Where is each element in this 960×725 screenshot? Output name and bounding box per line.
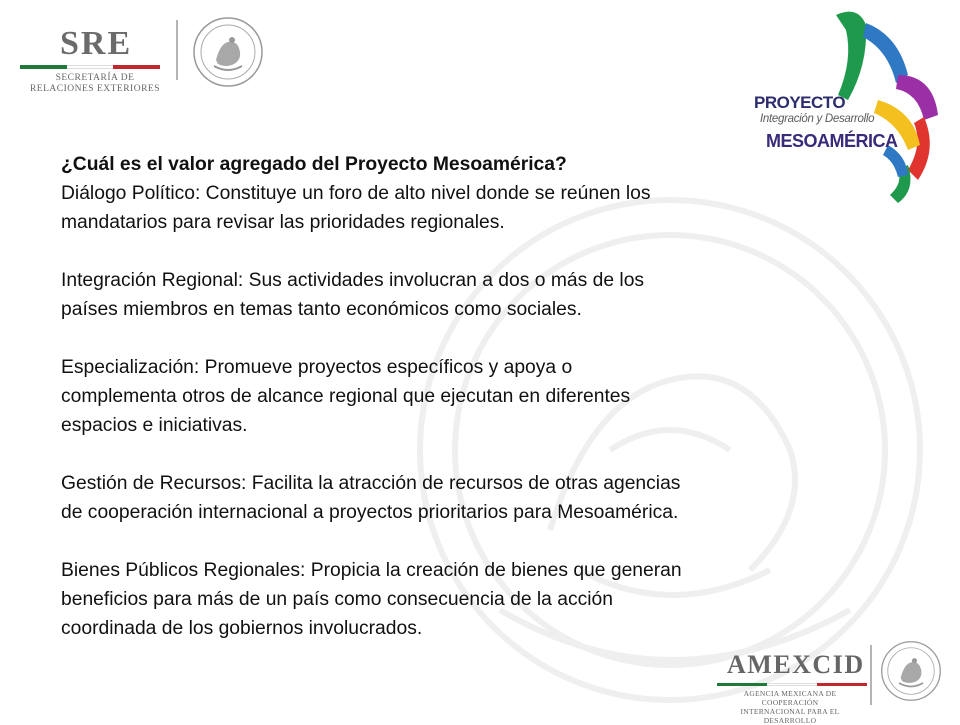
paragraph-bienes-publicos [61,556,851,643]
project-logo-line1: PROYECTO [754,93,846,112]
flag-stripe [717,683,867,686]
mexican-coat-of-arms-icon [192,16,264,88]
sre-subtitle [20,73,170,95]
paragraph-gestion-recursos [61,469,851,527]
text-line: países miembros en temas tanto económicos como sociales. [61,299,582,320]
flag-stripe [20,65,160,69]
mexican-coat-of-arms-icon [880,640,942,702]
sre-subtitle-line2: RELACIONES EXTERIORES [29,84,161,94]
text-line: Bienes Públicos Regionales: Propicia la creación de bienes que generan [61,560,682,581]
main-content [61,150,851,672]
text-line: complementa otros de alcance regional que ejecutan en diferentes [61,386,631,407]
text-line: coordinada de los gobiernos involucrados. [61,618,423,639]
text-line: Diálogo Político: Constituye un foro de alto nivel donde se reúnen los [61,183,651,204]
paragraph-dialogo-politico [61,179,851,237]
amexcid-subtitle-line1: AGENCIA MEXICANA DE COOPERACIÓN [743,689,837,707]
sre-acronym: SRE [60,25,133,62]
amexcid-acronym: AMEXCID [727,650,865,679]
text-line: Gestión de Recursos: Facilita la atracción de recursos de otras agencias [61,473,681,494]
footer-divider [870,645,872,705]
amexcid-subtitle [715,689,865,725]
amexcid-logo [715,650,875,725]
text-line: de cooperación internacional a proyectos prioritarios para Mesoamérica. [61,502,679,523]
content-title: ¿Cuál es el valor agregado del Proyecto Mesoamérica? [61,154,567,175]
header-divider [176,20,178,80]
sre-subtitle-line1: SECRETARÍA DE [55,73,135,83]
text-line: beneficios para más de un país como consecuencia de la acción [61,589,613,610]
text-line: espacios e iniciativas. [61,415,248,436]
project-logo-line3: MESOAMÉRICA [766,131,898,151]
text-line: Integración Regional: Sus actividades involucran a dos o más de los [61,270,645,291]
paragraph-integracion-regional [61,266,851,324]
amexcid-subtitle-line2: INTERNACIONAL PARA EL DESARROLLO [740,707,840,725]
sre-logo [20,25,170,95]
text-line: Especialización: Promueve proyectos específicos y apoya o [61,357,573,378]
text-line: mandatarios para revisar las prioridades regionales. [61,212,505,233]
project-logo-line2: Integración y Desarrollo [760,113,875,125]
paragraph-especializacion [61,353,851,440]
